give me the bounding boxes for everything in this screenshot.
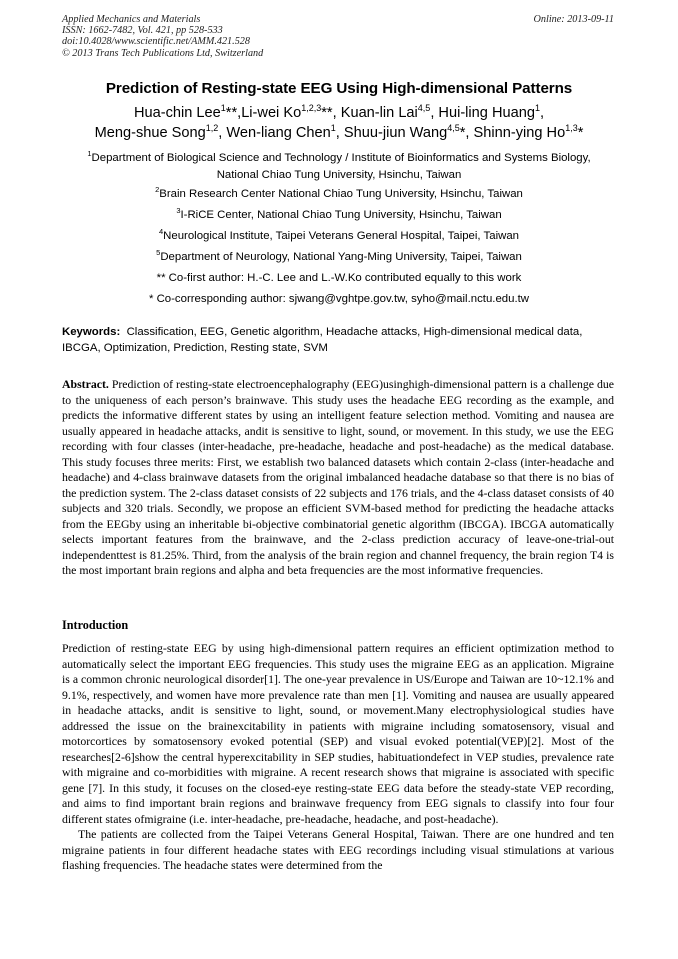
- author-name: Kuan-lin Lai: [340, 105, 418, 121]
- author-affil-sup: 4,5: [417, 103, 431, 113]
- affiliation-1: [40, 150, 638, 184]
- corresponding-note: * Co-corresponding author: sjwang@vghtpe.gov.tw, syho@mail.nctu.edu.tw: [148, 293, 530, 305]
- author-name: Shinn-ying Ho: [473, 125, 566, 141]
- affil-number: 2: [155, 185, 160, 194]
- author-name: Hua-chin Lee: [133, 105, 221, 121]
- doi-line: doi:10.4028/www.scientific.net/AMM.421.528: [62, 36, 250, 48]
- affil-text: Neurological Institute, Taipei Veterans General Hospital, Taipei, Taiwan: [163, 230, 520, 242]
- affil-text-line2: National Chiao Tung University, Hsinchu, Taiwan: [216, 169, 462, 181]
- abstract: [62, 377, 614, 579]
- affil-number: 4: [158, 227, 164, 236]
- affil-text: I-RiCE Center, National Chiao Tung University, Hsinchu, Taiwan: [180, 209, 502, 221]
- author-mark: *: [577, 125, 584, 141]
- paper-title: Prediction of Resting-state EEG Using High-dimensional Patterns: [105, 80, 573, 97]
- affil-text: Department of Neurology, National Yang-Ming University, Taipei, Taiwan: [160, 251, 522, 263]
- issn-line: ISSN: 1662-7482, Vol. 421, pp 528-533: [62, 25, 223, 37]
- introduction-body: [62, 641, 614, 874]
- keywords-label: Keywords:: [62, 326, 121, 338]
- affil-number: 3: [176, 206, 181, 215]
- author-affil-sup: 1: [330, 123, 336, 133]
- author-name: Shuu-jiun Wang: [343, 125, 448, 141]
- cofirst-note: ** Co-first author: H.-C. Lee and L.-W.Ko contributed equally to this work: [156, 272, 522, 284]
- keywords-text: Classification, EEG, Genetic algorithm, Headache attacks, High-dimensional medical data, IBCGA, Optimization, Prediction, Resting state, SVM: [62, 326, 583, 354]
- intro-paragraph-1: Prediction of resting-state EEG by using high-dimensional pattern requires an efficient optimization method to automatically select the important EEG frequencies. This study uses the migraine EEG as an application. Migraine is a common chronic neurological disorder[1]. The one-year prevalence in US/Europe and Taiwan are 10~12.1% and 9.1%, respectively, and women have more prevalence rate than men [1]. Vomiting and nausea are usually appeared in headache attacks, andit is sensitive to light, sound, or movement.Many electrophysiological studies have addressed the issue on the brainexcitability in patients with migraine including somatosensory, visual and motorcortices by somatosensory evoked potential (SEP) and visual evoked potential(VEP)[2]. Most of the researches[2-6]show the central hyperexcitability in SEP studies, habituationdefect in VEP studies, prevalence rate with migraine and co-morbidities with migraine. A recent research shows that migraine is associated with specific gene [7]. In this study, it focuses on the closed-eye resting-state EEG data before the steady-state VEP recording, and aims to find important brain regions and brainwave frequency from EEG signals to classify into four four different states ofmigraine (i.e. inter-headache, pre-headache, headache, and post-headache).: [62, 641, 614, 826]
- journal-header: [62, 14, 614, 59]
- author-affil-sup: 4,5: [447, 123, 460, 133]
- author-name: Wen-liang Chen: [226, 125, 331, 141]
- author-affil-sup: 1,2: [205, 123, 219, 133]
- author-name: Hui-ling Huang: [438, 105, 535, 121]
- author-affil-sup: 1,3: [565, 123, 578, 133]
- author-mark: **,: [225, 105, 242, 121]
- author-name: Li-wei Ko: [241, 105, 302, 121]
- author-affil-sup: 1,2,3: [301, 103, 322, 113]
- online-date: Online: 2013-09-11: [533, 14, 614, 25]
- intro-paragraph-2: The patients are collected from the Taipei Veterans General Hospital, Taiwan. There are one hundred and ten migraine patients in four different headache states with EEG recordings including visual stimulations at various flashing frequencies. The headache states were determined from the: [62, 827, 614, 872]
- author-name: Meng-shue Song: [94, 125, 206, 141]
- abstract-text: Prediction of resting-state electroencephalography (EEG)usinghigh-dimensional pattern is a challenge due to the uniqueness of each person’s brainwave. This study uses the headache EEG recording as the example, and predicts the informative different states by using an intelligent feature selection method. Vomiting and nausea are usually appeared in headache attacks, andit is sensitive to light, sound, or movement. In this study, we use the EEG recording with four classes (inter-headache, pre-headache, headache and post-headache) as the medical database. This study focuses three merits: First, we establish two balanced datasets which contain 2-class (inter-headache and headache) and 4-class brainwave datasets from the original imbalanced headache database so that there is no bias of the prediction system. The 2-class dataset consists of 22 subjects and 176 trials, and the 4-class dataset consists of 40 subjects and 320 trials. Secondly, we propose an efficient SVM-based method for predicting the headache attacks from the EEGby using an inheritable bi-objective combinatorial genetic algorithm (IBCGA). IBCGA automatically selects important features from the brainwave, and the 2-class prediction accuracy of leave-one-trial-out independenttest is 81.25%. Third, from the analysis of the brain region and channel frequency, the brain region T4 is the most important brain regions and alpha and beta frequencies are the most informative frequencies.: [62, 377, 614, 577]
- keywords: [62, 325, 614, 356]
- abstract-label: Abstract.: [62, 377, 109, 391]
- affil-text: Brain Research Center National Chiao Tung University, Hsinchu, Taiwan: [159, 188, 523, 200]
- affil-number: 1: [87, 149, 92, 158]
- author-mark: ,: [218, 125, 227, 141]
- affil-text: Department of Biological Science and Technology / Institute of Bioinformatics and Systems Biology,: [91, 152, 591, 164]
- author-mark: *,: [459, 125, 474, 141]
- affiliation-5: [40, 249, 638, 266]
- author-list: [40, 103, 638, 143]
- affiliation-3: [40, 207, 638, 224]
- author-affil-sup: 1: [534, 103, 540, 113]
- author-line-2: [40, 123, 638, 143]
- author-mark: ,: [335, 125, 344, 141]
- journal-name: Applied Mechanics and Materials: [62, 14, 201, 25]
- affiliation-4: [40, 228, 638, 245]
- author-mark: **,: [321, 105, 341, 121]
- author-line-1: [40, 103, 638, 123]
- section-heading-introduction: Introduction: [62, 618, 129, 632]
- author-mark: ,: [539, 105, 545, 121]
- affiliation-2: [40, 186, 638, 203]
- copyright-line: © 2013 Trans Tech Publications Ltd, Switzerland: [62, 47, 264, 59]
- author-mark: ,: [430, 105, 439, 121]
- author-affil-sup: 1: [220, 103, 226, 113]
- affil-number: 5: [156, 248, 161, 257]
